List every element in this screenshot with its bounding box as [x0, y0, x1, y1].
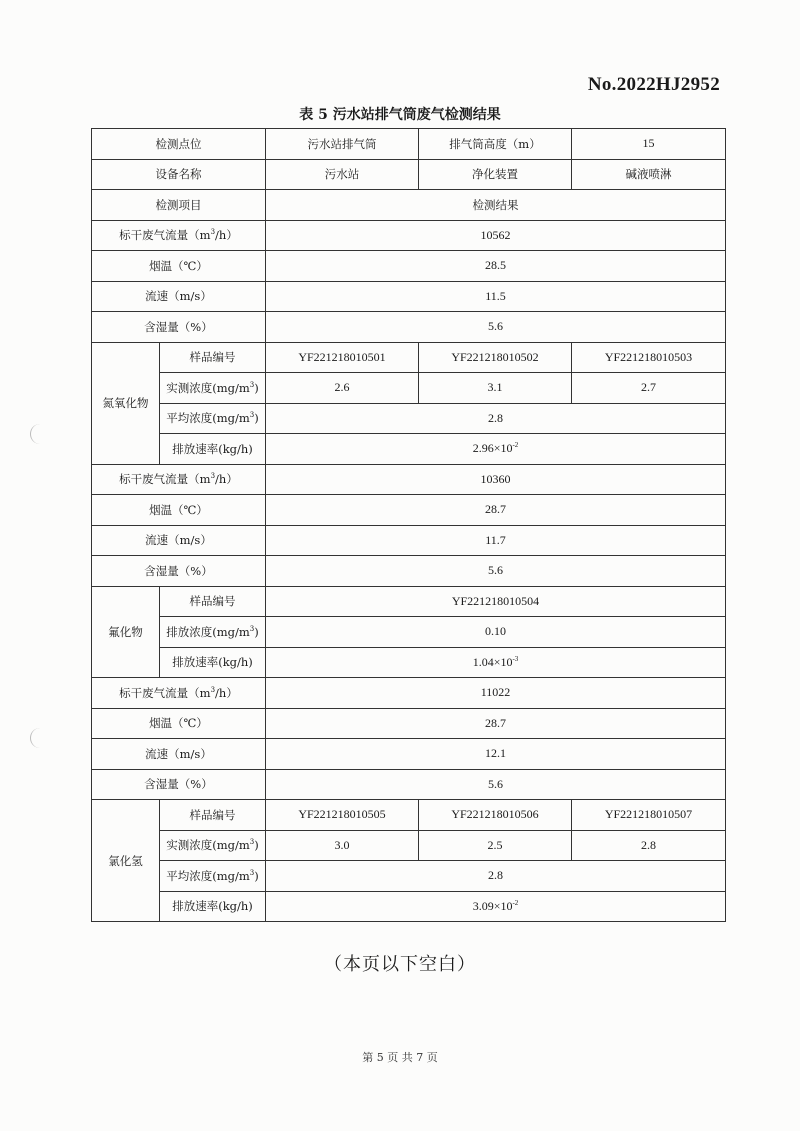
cell-label: 净化装置 [419, 159, 572, 190]
cell-value: 11.7 [266, 525, 726, 556]
table-row [92, 678, 726, 709]
page-footer: 第 5 页 共 7 页 [362, 1051, 438, 1064]
cell-value: $1.04\times 10^{-3}$ [266, 647, 726, 678]
cell-value: 28.5 [266, 251, 726, 282]
cell-label: 实测浓度$(mg/m^3)$ [160, 373, 266, 404]
cell-label: 含湿量（%） [92, 556, 266, 587]
pollutant-name: 氟化物 [92, 586, 160, 678]
cell-label: 样品编号 [160, 800, 266, 831]
table-row [92, 891, 726, 922]
cell-label: 设备名称 [92, 159, 266, 190]
cell-value: 2.7 [572, 373, 726, 404]
cell-label: 样品编号 [160, 586, 266, 617]
cell-value: 11.5 [266, 281, 726, 312]
cell-value: 10360 [266, 464, 726, 495]
blank-below-note: （本页以下空白） [324, 954, 476, 975]
table-row [92, 830, 726, 861]
cell-value: 0.10 [266, 617, 726, 648]
table-row [92, 129, 726, 160]
table-row [92, 251, 726, 282]
cell-value: 碱液喷淋 [572, 159, 726, 190]
cell-label: 流速（m/s） [92, 281, 266, 312]
cell-label: 含湿量（%） [92, 312, 266, 343]
cell-label: 实测浓度$(mg/m^3)$ [160, 830, 266, 861]
cell-value: 10562 [266, 220, 726, 251]
cell-value: $2.96\times 10^{-2}$ [266, 434, 726, 465]
pollutant-name: 氯化氢 [92, 800, 160, 922]
cell-value: 3.0 [266, 830, 419, 861]
cell-value: 3.1 [419, 373, 572, 404]
cell-value: 28.7 [266, 708, 726, 739]
cell-label: 流速（m/s） [92, 525, 266, 556]
cell-label: 流速（m/s） [92, 739, 266, 770]
cell-value: 11022 [266, 678, 726, 709]
emission-results-table [91, 128, 726, 922]
cell-label: 排气筒高度（m） [419, 129, 572, 160]
sample-id: YF221218010506 [419, 800, 572, 831]
cell-label: 排放速率(kg/h) [160, 891, 266, 922]
sample-id: YF221218010505 [266, 800, 419, 831]
cell-label: 样品编号 [160, 342, 266, 373]
cell-value: 污水站排气筒 [266, 129, 419, 160]
sample-id: YF221218010503 [572, 342, 726, 373]
table-row [92, 312, 726, 343]
cell-value: 12.1 [266, 739, 726, 770]
cell-label: 烟温（℃） [92, 708, 266, 739]
table-row [92, 617, 726, 648]
cell-value: 15 [572, 129, 726, 160]
cell-label: 排放速率(kg/h) [160, 647, 266, 678]
table-row [92, 739, 726, 770]
cell-label: 标干废气流量$(m^3/h)$ [92, 220, 266, 251]
table-title: 表 5 污水站排气筒废气检测结果 [299, 107, 501, 123]
table-row [92, 647, 726, 678]
cell-label: 烟温（℃） [92, 495, 266, 526]
cell-label: 标干废气流量$(m^3/h)$ [92, 464, 266, 495]
cell-value: $3.09\times 10^{-2}$ [266, 891, 726, 922]
table-row [92, 434, 726, 465]
table-row [92, 190, 726, 221]
table-row [92, 495, 726, 526]
sample-id: YF221218010501 [266, 342, 419, 373]
table-row [92, 281, 726, 312]
cell-value: 污水站 [266, 159, 419, 190]
table-row [92, 556, 726, 587]
table-row [92, 220, 726, 251]
cell-label: 排放浓度$(mg/m^3)$ [160, 617, 266, 648]
cell-label: 检测点位 [92, 129, 266, 160]
table-row [92, 800, 726, 831]
cell-label: 含湿量（%） [92, 769, 266, 800]
table-row [92, 342, 726, 373]
report-number: No.2022HJ2952 [587, 74, 720, 95]
cell-value: 2.8 [572, 830, 726, 861]
table-row [92, 708, 726, 739]
table-row [92, 861, 726, 892]
table-row [92, 525, 726, 556]
table-row [92, 373, 726, 404]
binder-hole-mark [30, 424, 41, 444]
table-row [92, 403, 726, 434]
cell-value: 5.6 [266, 312, 726, 343]
sample-id: YF221218010504 [266, 586, 726, 617]
cell-label: 平均浓度$(mg/m^3)$ [160, 403, 266, 434]
table-row [92, 159, 726, 190]
cell-value: 2.5 [419, 830, 572, 861]
cell-value: 5.6 [266, 769, 726, 800]
cell-value: 5.6 [266, 556, 726, 587]
table-row [92, 769, 726, 800]
table-row [92, 464, 726, 495]
binder-hole-mark [30, 728, 41, 748]
cell-label: 平均浓度$(mg/m^3)$ [160, 861, 266, 892]
cell-value: 2.6 [266, 373, 419, 404]
sample-id: YF221218010507 [572, 800, 726, 831]
cell-label: 烟温（℃） [92, 251, 266, 282]
cell-label: 检测项目 [92, 190, 266, 221]
table-row [92, 586, 726, 617]
cell-label: 标干废气流量$(m^3/h)$ [92, 678, 266, 709]
cell-value: 2.8 [266, 403, 726, 434]
sample-id: YF221218010502 [419, 342, 572, 373]
pollutant-name: 氮氧化物 [92, 342, 160, 464]
cell-value: 2.8 [266, 861, 726, 892]
cell-label: 检测结果 [266, 190, 726, 221]
cell-value: 28.7 [266, 495, 726, 526]
cell-label: 排放速率(kg/h) [160, 434, 266, 465]
